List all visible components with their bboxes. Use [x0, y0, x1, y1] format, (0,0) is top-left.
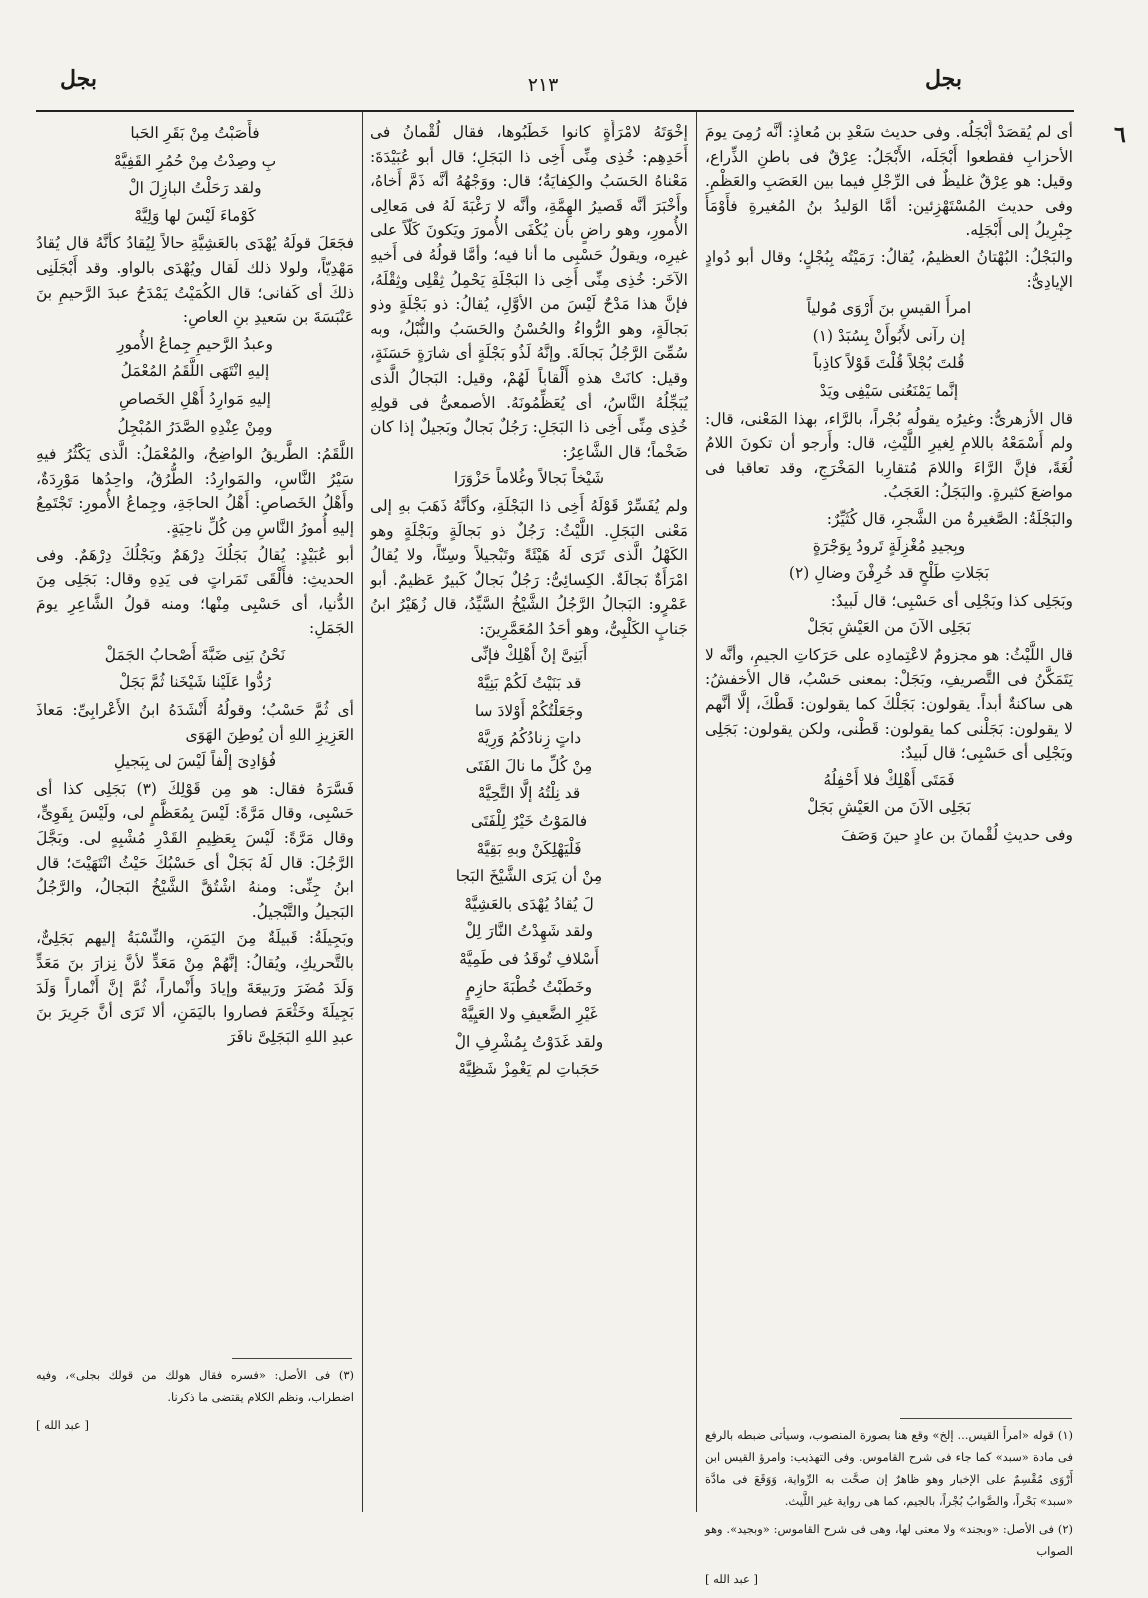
footnotes-left [36, 1364, 354, 1442]
footnotes-right [705, 1424, 1073, 1596]
page-number: ٢١٣ [527, 74, 559, 96]
column-divider-right [696, 112, 697, 1512]
verse-line: بَجَلِى الآنَ من العَيْشِ بَجَلْ [807, 798, 971, 817]
verse-line: شَيْخاً بَجالاً وغُلاماً حَزْوَرَا [453, 469, 605, 488]
poem-line: قد بَنَيْتُ لَكُمْ بَنِيَّهْ [476, 674, 582, 693]
verse-line: فُؤادِىَ إلْفاً لَيْسَ لى بِبَجيلِ [113, 752, 277, 771]
poem-line: أَسْلافِ تُوقَدُ فى طَمِيَّهْ [459, 950, 599, 968]
verse-line: نَحْنُ بَنِى ضَبَّةَ أَصْحابُ الجَمَلْ [104, 645, 286, 664]
poem-line: أَبَنِىَّ إنْ أَهْلِكْ فإنِّى [470, 646, 588, 665]
paragraph: اللَّقَمُ: الطَّريقُ الواضِحُ، والمُعْمَلُ: الَّذى يَكْثُرُ فيهِ سَيْرُ النَّاسِ، والمَوارِدُ: الطُّرُقُ، واحِدُها مَوْرِدَةٌ، وأَهْلُ الخَصاصِ: أَهْلُ الحاجَةِ، وجِماعُ الأُمورِ: تَجْتَمِعُ إليهِ أُمورُ النَّاسِ مِن كُلِّ ناحِيَةٍ. [36, 445, 354, 537]
verse-line: امرأَ القيسِ بنَ أَرْوَى مُولياً [806, 299, 972, 318]
footnote-rule-right [900, 1418, 1072, 1419]
verse-line: ومِنْ عِنْدِهِ الصَّدَرُ المُبْجِلُ [117, 417, 273, 436]
verse-line: فَمَتَى أَهْلِكْ فلا أَحْفِلُهُ [823, 770, 955, 789]
running-headword-right: بجل [925, 66, 962, 92]
poem-line: لَ يُقادُ يُهْدَى بالعَشِيَّهْ [464, 894, 594, 913]
paragraph: وبَجَلِى كذا وبَجْلِى أى حَسْبِى؛ قال لَبيدٌ: [830, 591, 1073, 610]
verse-line: قُلتَ بُجْلاً قُلْتَ قَوْلاً كاذِباً [813, 354, 965, 373]
paragraph: وبَجِيلَةُ: قَبيلَةٌ مِنَ اليَمَنِ، والنِّسْبَةُ إليهم بَجَلِىٌّ، بالتَّحريكِ، ويُقالُ: إنَّهُمْ مِنْ مَعَدٍّ لأنَّ نِزارَ بنَ مَعَدٍّ وَلَدَ مُضَرَ ورَبيعَةَ وإيادَ وأَنْماراً، ثُمَّ إنَّ أَنْماراً وَلَدَ بَجِيلَةَ وخَثْعَمَ فصاروا باليَمَنِ، ألا تَرَى أنَّ جَرِيرَ بنَ عبدِ اللهِ البَجَلِىَّ نافَرَ [36, 929, 354, 1046]
poem-line: مِنْ كُلِّ ما نالَ الفَتَى [465, 756, 593, 775]
paragraph: فجَعَلَ قولَهُ يُهْدَى بالعَشِيَّةِ حالاً لِيُقادُ كأنَّهُ قال يُقادُ مَهْدِيّاً، ولولا ذلك لَقال ويُهْدَى بالواو. وقد أَبْجَلَنِى ذلكَ أى كَفانى؛ قال الكُمَيْتُ يَمْدَحُ عبدَ الرَّحيمِ بنَ عَنْبَسَةَ بن سَعيدِ بنِ العاصِ: [36, 234, 354, 327]
poem-line: وجَعَلْتُكُمْ أَوْلادَ سا [474, 701, 584, 720]
poem-line: ولقد شَهِدْتُ النَّارَ لِلْ [464, 922, 594, 941]
editor-signature: [ عبد الله ] [36, 1418, 89, 1432]
poem-line: داتٍ زِنادُكُمُ وَرِيَّهْ [476, 729, 582, 748]
running-headword-left: بجل [60, 66, 97, 92]
paragraph: أى لم يُقصَدْ أَبْجَلُه. وفى حديث سَعْدِ بن مُعاذٍ: أنَّه رُمِىَ يومَ الأحزابِ فقطعوا أَبْجَلَه، الأَبْجَلُ: عِرْقٌ فى باطنِ الذِّراع، وقيل: هو عِرْقٌ غليظٌ فى الرِّجْلِ فيما بين العَصَبِ والعَظْمِ. وفى حديث المُسْتَهْزِئين: أمَّا الوَليدُ بنُ المُغيرةِ فأَوْمَأَ جِبْرِيلُ إلى أَبْجَلِه. [705, 123, 1073, 240]
poem-line: حَجَباتِ لم يَغْمِزْ شَظِيَّهْ [458, 1060, 600, 1079]
poem-line: فأَصَبْتُ مِنْ بَقَرِ الحَبا [130, 124, 260, 142]
paragraph: أى ثُمَّ حَسْبُ؛ وقولُهُ أَنْشَدَهُ ابنُ الأَعْرابِىِّ: مَعاذَ العَزِيزِ اللهِ أن يُوطِنَ الهَوَى [36, 701, 354, 744]
column-middle [370, 120, 688, 1510]
verse-line: وبِجيدِ مُغْزِلَةٍ تَرودُ بِوَجْرَةٍ [812, 536, 966, 555]
header-rule [36, 110, 1074, 112]
paragraph: وفى حديثِ لُقْمانَ بن عادٍ حينَ وَصَفَ [841, 826, 1073, 845]
verse-line: إنَّما يَمْنَعُنى سَيْفِى ويَدْ [819, 381, 959, 400]
verse-line: وعبدُ الرَّحيمِ جِماعُ الأُمورِ [117, 334, 273, 353]
verse-line: بَجَلاتِ طَلْحٍ قد خُرِفْنَ وضالِ (٢) [788, 564, 990, 583]
paragraph: قال الأزهرىُّ: وغيرُه يقولُه بُجْراً، بالرَّاء، بهذا المَعْنى، قال: ولم أَسْمَعْهُ باللامِ لِغيرِ اللَّيْثِ، قال: وأَرجو أن تكونَ اللامُ لُغَةً، فإنَّ الرَّاءَ واللامَ مُتقارِبا المَخْرَجِ، وقد تعاقبا فى مواضعَ كثيرةٍ. والبَجَلُ: العَجَبُ. [705, 409, 1073, 502]
verse-line: إليهِ انْتَهَى اللَّقَمُ المُعْمَلُ [120, 362, 270, 381]
poem-line: وخَطَبْتُ خُطْبَةَ حازِمٍ [465, 977, 593, 996]
paragraph: والبَجْلُ: البُهْتانُ العظيمُ، يُقالُ: رَمَيْتُه بِبُجْلٍ؛ وقال أبو دُوادٍ الإيادِىُّ: [705, 247, 1073, 291]
poem-line: غَيْرِ الضَّعيفِ ولا العَيِيَّهْ [460, 1005, 598, 1024]
footnote: (١) قوله «امرأَ القيس... إلخ» وقع هنا بصورة المنصوب، وسيأتى ضبطه بالرفع فى مادة «سبد» كما جاء فى شرح القاموس. وفى التهذيب: وامرؤ القيس ابن أَرْوَى مُقْسِمٌ على الإخبار وهو ظاهرٌ إن صحَّت به الرِّواية، وَوَقَعَ فى مادَّة «سبد» بَحْراً، والصَّوابُ بُجْراً، بالجيم، كما هى رواية غير اللَّيث. [705, 1428, 1073, 1508]
margin-number: ٦ [1114, 122, 1126, 148]
column-divider-left [362, 112, 363, 1512]
column-right [705, 120, 1073, 1410]
paragraph: ولم يُفَسِّرْ قَوْلَهُ أَخِى ذا البَجْلَةِ، وكأنَّهُ ذَهَبَ بهِ إلى مَعْنى البَجَلِ. اللَّيْثُ: رَجُلٌ ذو بَجالَةٍ وبَجْلَةٍ وهو الكَهْلُ الَّذى تَرَى لَهُ هَيْئَةً وتَبْجيلاً وسِنّاً، ولا يُقالُ امْرَأَةٌ بَجالَةٌ. الكِسائِىُّ: رَجُلٌ بَجالٌ كَبيرٌ عَظيمٌ. أبو عَمْرٍو: البَجالُ الرَّجُلُ الشَّيْخُ السَّيِّدُ، قال زُهَيْرُ ابنُ جَنابٍ الكَلْبِىُّ، وهو أحَدُ المُعَمَّرِينَ: [370, 496, 688, 638]
paragraph: والبَجْلَةُ: الصَّغيرةُ من الشَّجرِ، قال كُثَيِّرٌ: [826, 509, 1073, 528]
verse-line: إليهِ مَوارِدُ أَهْلِ الخَصاصِ [119, 389, 271, 408]
poem-line: ولقد غَدَوْتُ بِمُشْرِفِ الْ [454, 1032, 604, 1051]
verse-line: إن رآنى لأَبُوأَنْ بِسُبَدْ (١) [812, 326, 966, 345]
footnote: (٢) فى الأصل: «وبجند» ولا معنى لها، وهى فى شرح القاموس: «وبجيد». وهو الصواب [705, 1522, 1073, 1558]
verse-line: بَجَلِى الآنَ من العَيْشِ بَجَلْ [807, 618, 971, 637]
editor-signature: [ عبد الله ] [705, 1572, 758, 1586]
paragraph: قال اللَّيْثُ: هو مجزومٌ لاعْتِمادِه على حَرَكاتِ الجيمِ، وأنَّه لا يَتَمَكَّنُ فى التَّصريفِ، وبَجَلْ: بمعنى حَسْبُ، قال الأخفشُ: هى ساكنةٌ أبداً. يقولون: بَجَلْكَ كما يقولون: قَطْكَ، إلَّا أنَّهم لا يقولون: بَجَلْنى كما يقولون: قَطْنى، ولكن يقولون: بَجَلِى وبَجْلِى أى حَسْبِى؛ قال لَبيدٌ: [705, 645, 1073, 763]
poem-line: قد نِلْتُهُ إلَّا التَّحِيَّهْ [477, 784, 581, 803]
poem-line: بِ وصِدْتُ مِنْ حُمُرِ القَفِيَّهْ [113, 151, 277, 170]
poem-line: مِنْ أن يَرَى الشَّيْخَ البَجا [455, 867, 603, 886]
poem-line: ولقد رَحَلْتُ البازِلَ الْ [128, 179, 262, 198]
poem-line: فالمَوْتُ خَيْرٌ لِلْفَتَى [470, 812, 588, 831]
footnote: (٣) فى الأصل: «فسره فقال هولك من قولك بجلى»، وفيه اضطراب، ونظم الكلام يقتضى ما ذكرنا. [36, 1368, 354, 1404]
paragraph: أبو عُبَيْدٍ: يُقالُ بَجَلُكَ دِرْهَمٌ وبَجْلُكَ دِرْهَمٌ. وفى الحديثِ: فأَلْقَى تَمَراتٍ فى يَدِهِ وقال: بَجَلِى مِنَ الدُّنيا، أى حَسْبِى مِنْها؛ ومنه قولُ الشَّاعِرِ يومَ الجَمَلِ: [36, 545, 354, 638]
paragraph: فَسَّرَهُ فقال: هو مِن قَوْلِكَ (٣) بَجَلِى كذا أى حَسْبِى، وقال مَرَّةً: لَيْسَ بِمُعَظَّمٍ لى، ولَيْسَ بِقَوِىٍّ، وقال مَرَّةً: لَيْسَ بِعَظِيمِ القَدْرِ مُشْبِهٍ لى. وبَجَّلَ الرَّجُلَ: قال لَهُ بَجَلْ أى حَسْبُكَ حَيْثُ انْتَهَيْتَ؛ قال ابنُ جِنِّى: ومنهُ اشْتُقَّ الشَّيْخُ البَجالُ، والرَّجُلُ البَجيلُ والتَّبْجيلُ. [36, 779, 354, 921]
poem-line: فَلْيَهْلِكَنْ وبهِ بَقِيَّهْ [476, 839, 582, 858]
column-left [36, 120, 354, 1350]
verse-line: رُدُّوا عَلَيْنا شَيْخَنا ثُمَّ بَجَلْ [118, 673, 272, 692]
poem-line: كَوْماءَ لَيْسَ لها وَلِيَّهْ [134, 206, 256, 225]
paragraph: إخْوَتَهُ لامْرَأَةٍ كانوا خَطَبُوها، فقال لُقْمانُ فى أَحَدِهِم: خُذِى مِنِّى أَخِى ذا البَجَلِ؛ قال أبو عُبَيْدَةَ: مَعْناهُ الحَسَبُ والكِفايَةُ؛ قال: ووَجْهُهُ أنَّه ذَمَّ أَخاهُ، وأَخْبَرَ أنَّه قَصيرُ الهِمَّةِ، وأنَّه لا رَغْبَةَ لَهُ فى مَعالِى الأُمورِ، وهو راضٍ بأن يُكْفَى الأُمورَ ويَكونَ كَلّاً على غيرِه، ويقولُ حَسْبِى ما أنا فيه؛ وأمَّا قولُهُ فى أَخيهِ الآخَر: خُذِى مِنِّى أَخِى ذا البَجْلَةِ يَحْمِلُ ثِقْلِى وثِقْلَهُ، فإنَّ هذا مَدْحٌ لَيْسَ من الأوَّلِ، يُقالُ: ذو بَجْلَةٍ وذو بَجالَةٍ، وهو الرُّواءُ والحُسْنُ والحَسَبُ والنُّبْلُ، وبه سُمِّىَ الرَّجُلُ بَجالَةَ. وإنَّهُ لَذُو بَجْلَةٍ أى شارَةٍ حَسَنَةٍ، وقيل: كانَتْ هذهِ أَلْقاباً لَهُمْ، وقيل: البَجالُ الَّذى يُبَجِّلُهُ النَّاسُ، أى يُعَظِّمُونَهُ. الأصمعىُّ فى قولِهِ خُذِى مِنِّى أَخِى ذا البَجَلِ: رَجُلٌ بَجالٌ وبَجيلٌ إذا كان ضَخْماً؛ قال الشَّاعِرُ: [370, 123, 688, 461]
footnote-rule-left [232, 1358, 352, 1359]
